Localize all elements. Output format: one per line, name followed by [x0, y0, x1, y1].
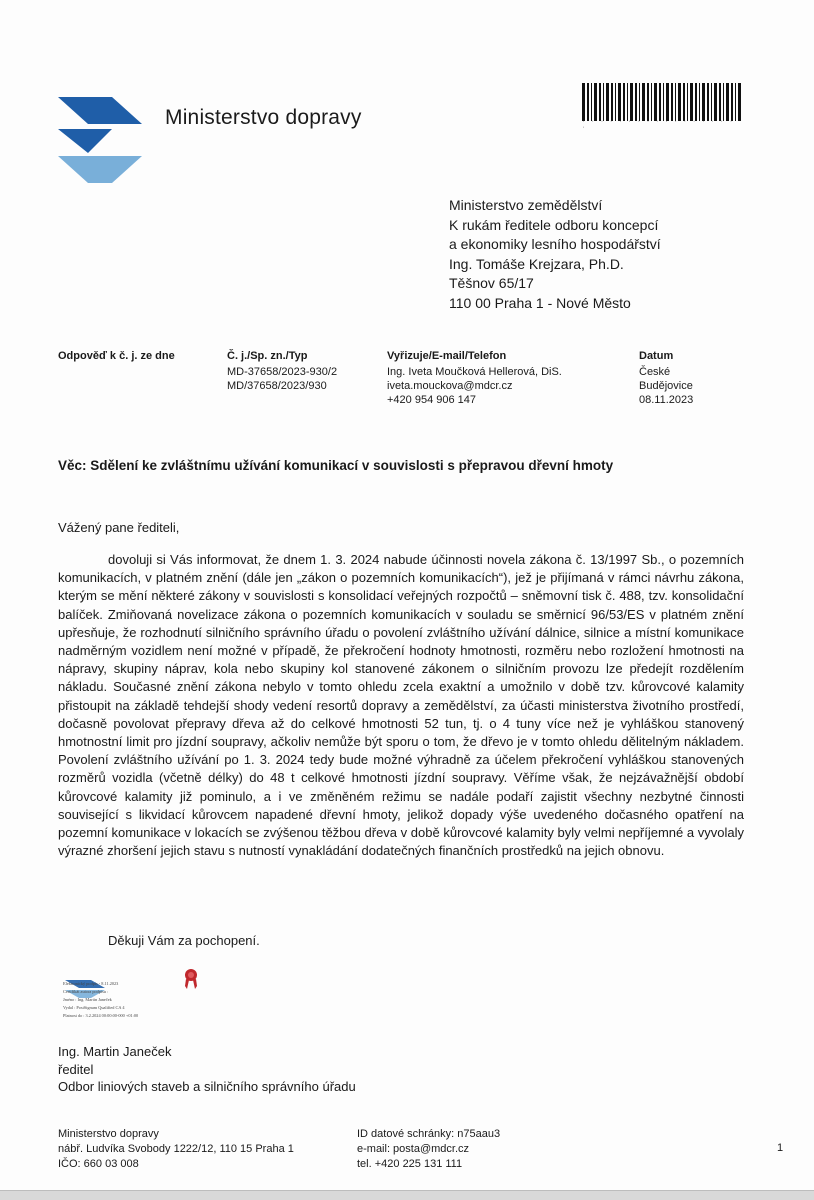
meta-handler-label: Vyřizuje/E-mail/Telefon	[387, 350, 507, 362]
meta-date	[639, 349, 693, 407]
barcode-digits: · · · · · · · · · · · · · · · · · ·	[582, 119, 735, 131]
footer-contacts	[357, 1127, 500, 1172]
viewer-bottom-bar	[0, 1190, 814, 1200]
page-number: 1	[777, 1142, 784, 1154]
ministry-name: Ministerstvo dopravy	[165, 106, 362, 129]
letter-salutation: Vážený pane řediteli,	[58, 520, 180, 535]
recipient-line: Ministerstvo zemědělství	[449, 197, 603, 213]
recipient-line: Ing. Tomáše Krejzara, Ph.D.	[449, 255, 624, 272]
footer-line: ID datové schránky: n75aau3	[357, 1128, 501, 1140]
stamp-line: Platnost do : 3.2.2024 00:00:00-000 +01:00	[63, 1013, 139, 1018]
signer-department: Odbor liniových staveb a silničního správního úřadu	[58, 1079, 356, 1094]
meta-reference-label: Odpověď k č. j. ze dne	[58, 350, 175, 362]
footer-line: IČO: 660 03 008	[58, 1158, 139, 1170]
ministry-logo-icon	[58, 97, 142, 183]
meta-case-value: MD/37658/2023/930	[227, 380, 327, 392]
meta-handler-email: iveta.mouckova@mdcr.cz	[387, 380, 513, 392]
meta-date-value: 08.11.2023	[639, 394, 694, 406]
footer-line: nábř. Ludvíka Svobody 1222/12, 110 15 Praha 1	[58, 1143, 294, 1155]
signer-role: ředitel	[58, 1061, 94, 1077]
meta-case-label: Č. j./Sp. zn./Typ	[227, 350, 308, 362]
meta-handler-name: Ing. Iveta Moučková Hellerová, DiS.	[387, 366, 562, 378]
signer-name: Ing. Martin Janeček	[58, 1044, 172, 1059]
footer-line: Ministerstvo dopravy	[58, 1128, 159, 1140]
letter-body: dovoluji si Vás informovat, že dnem 1. 3. 2024 nabude účinnosti novela zákona č. 13/1997 Sb., o pozemních komunikacích, v platném znění (dále jen „zákon o pozemních komunikacích“), jež je přijímaná v rámci návrhu zákona, kterým se mění některé zákony v souvislosti s konsolidací veřejných rozpočtů – sněmovní tisk č. 488, tzv. konsolidační balíček. Zmiňovaná novelizace zákona o pozemních komunikacích v souladu se směrnicí 96/53/ES v platném znění upřesňuje, že rozhodnutí silničního správního úřadu o povolení zvláštního užívání dálnice, silnice a místní komunikace nadměrným vozidlem není možné v případě, že překročení hodnoty hmotnosti, rozměru nebo rozložení hmotnosti na nápravy, skupiny náprav, kola nebo skupiny kol stanovené zákonem o silničním provozu lze předejít rozdělením nákladu. Současné znění zákona nebylo v tomto ohledu zcela exaktní a umožnilo v době tzv. kůrovcové kalamity přistoupit na základě tehdejší shody vedení resortů dopravy a zemědělství, za účasti ministerstva životního prostředí, dočasně povolovat přepravy dřeva až do celkové hmotnosti 52 tun, tj. o 4 tuny více než je vyhláškou stanovený hmotnostní limit pro jízdní soupravy, ačkoliv nemůže být sporu o tom, že dřevo je v tomto ohledu dělitelným nákladem. Povolení zvláštního užívání po 1. 3. 2024 tedy bude možné výhradně za účelem překročení vyhláškou stanovených rozměrů vozidla (včetně délky) do 48 t celkové hmotnosti jízdní soupravy. Věříme však, že nejzávažnější období kůrovcové kalamity již pominulo, a i ve změněném režimu se nadále podaří zajistit všechny nezbytné činnosti související s likvidací kůrovcem napadené dřevní hmoty, jelikož dopady výše uvedeného dočasného opatření na pozemní komunikace v lokacích se zvýšenou těžbou dřeva v době kůrovcové kalamity byly velmi nepříjemné a vyvolaly výrazné zhoršení jejich stavu s nutností vynakládání dodatečných finančních prostředků na jejich obnovu.	[58, 552, 744, 859]
signature-seal-icon	[183, 968, 199, 990]
meta-case-value: MD-37658/2023-930/2	[227, 366, 338, 378]
recipient-line: 110 00 Praha 1 - Nové Město	[449, 294, 631, 311]
meta-date-value: České	[639, 366, 671, 378]
recipient-line: a ekonomiky lesního hospodářství	[449, 236, 661, 252]
meta-date-label: Datum	[639, 350, 674, 362]
footer-address	[58, 1127, 294, 1172]
recipient-line: K rukám ředitele odboru koncepcí	[449, 216, 659, 233]
meta-case	[227, 349, 337, 393]
stamp-line: Jméno : Ing. Martin Janeček	[63, 997, 112, 1002]
meta-handler	[387, 349, 562, 407]
meta-date-value: Budějovice	[639, 380, 693, 392]
signer-block	[58, 1043, 356, 1096]
stamp-line: Elektronický podpis - 8.11.2023	[63, 981, 119, 986]
stamp-line: Certifikát autora podpisu :	[63, 989, 109, 994]
meta-handler-phone: +420 954 906 147	[387, 394, 477, 406]
recipient-address	[449, 196, 661, 313]
meta-reference	[58, 349, 175, 365]
letter-closing: Děkuji Vám za pochopení.	[108, 933, 260, 948]
stamp-line: Vydal : PostSignum Qualified CA 4	[63, 1005, 125, 1010]
electronic-signature-stamp	[63, 980, 163, 1028]
recipient-line: Těšnov 65/17	[449, 275, 534, 291]
footer-line: e-mail: posta@mdcr.cz	[357, 1143, 470, 1155]
letter-subject: Věc: Sdělení ke zvláštnímu užívání komunikací v souvislosti s přepravou dřevní hmoty	[58, 458, 614, 473]
footer-line: tel. +420 225 131 111	[357, 1158, 463, 1170]
